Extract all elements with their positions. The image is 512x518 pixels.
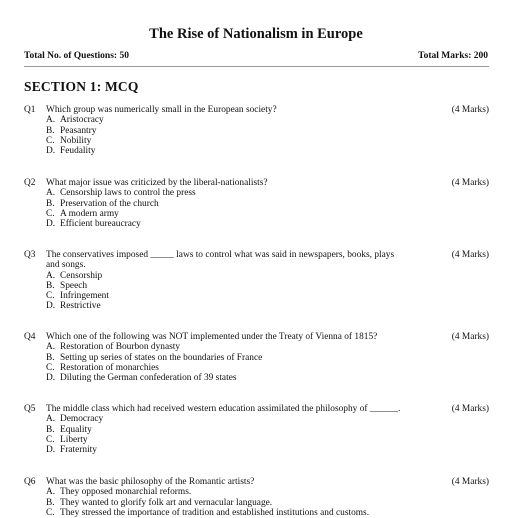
answer-option [46, 373, 262, 383]
option-letter: A. [46, 270, 56, 281]
question-text: The conservatives imposed _____ laws to control what was said in newspapers, books, plays and songs. [46, 250, 395, 271]
option-text: Nobility [60, 135, 92, 146]
header-divider [24, 66, 489, 67]
document-title: The Rise of Nationalism in Europe [149, 26, 363, 42]
question-text: Which one of the following was NOT implemented under the Treaty of Vienna of 1815? [46, 332, 378, 342]
answer-option [46, 425, 103, 435]
option-text: Restoration of monarchies [60, 362, 159, 373]
total-questions-label: Total No. of Questions: 50 [24, 51, 129, 61]
question-marks: (4 Marks) [451, 477, 489, 487]
option-text: They stressed the importance of tradition and established institutions and customs. [60, 507, 370, 518]
option-list [46, 342, 262, 383]
question-number: Q2 [24, 178, 36, 188]
answer-option [46, 301, 109, 311]
answer-option [46, 487, 369, 497]
option-list [46, 188, 196, 229]
option-letter: B. [46, 198, 55, 209]
option-text: Feudality [60, 146, 96, 157]
option-list [46, 414, 103, 455]
option-text: A modern army [60, 208, 119, 219]
option-letter: B. [46, 424, 55, 435]
option-text: Peasantry [60, 125, 97, 136]
option-text: Censorship [60, 270, 103, 281]
answer-option [46, 281, 109, 291]
option-text: Setting up series of states on the boundaries of France [60, 352, 263, 363]
question-number: Q6 [24, 477, 36, 487]
answer-option [46, 209, 196, 219]
option-letter: C. [46, 507, 55, 518]
option-letter: A. [46, 342, 56, 353]
option-text: Democracy [60, 414, 104, 425]
option-letter: B. [46, 352, 55, 363]
answer-option [46, 136, 104, 146]
answer-option [46, 445, 103, 455]
option-letter: D. [46, 445, 56, 456]
answer-option [46, 199, 196, 209]
option-letter: C. [46, 434, 55, 445]
option-list [46, 487, 369, 518]
option-text: Restrictive [60, 301, 101, 312]
answer-option [46, 146, 104, 156]
option-letter: D. [46, 301, 56, 312]
answer-option [46, 508, 369, 518]
answer-option [46, 188, 196, 198]
answer-option [46, 353, 262, 363]
option-letter: D. [46, 373, 56, 384]
option-text: They wanted to glorify folk art and vernacular language. [60, 497, 273, 508]
answer-option [46, 115, 104, 125]
option-letter: B. [46, 280, 55, 291]
question-text: Which group was numerically small in the European society? [46, 105, 277, 115]
option-letter: D. [46, 146, 56, 157]
total-marks-label: Total Marks: 200 [418, 51, 488, 61]
option-text: Restoration of Bourbon dynasty [60, 342, 181, 353]
option-letter: A. [46, 115, 56, 126]
question-number: Q3 [24, 250, 36, 260]
option-list [46, 115, 104, 156]
question-marks: (4 Marks) [451, 105, 489, 115]
option-letter: B. [46, 125, 55, 136]
option-letter: A. [46, 414, 56, 425]
option-text: Equality [60, 424, 92, 435]
option-text: Efficient bureaucracy [60, 219, 141, 230]
answer-option [46, 363, 262, 373]
option-letter: C. [46, 208, 55, 219]
question-text: What major issue was criticized by the liberal-nationalists? [46, 178, 268, 188]
question-text: The middle class which had received western education assimilated the philosophy of ______. [46, 404, 401, 414]
option-text: Aristocracy [60, 115, 104, 126]
option-letter: A. [46, 487, 56, 498]
option-text: Speech [60, 280, 88, 291]
question-marks: (4 Marks) [451, 332, 489, 342]
option-letter: A. [46, 188, 56, 199]
question-number: Q4 [24, 332, 36, 342]
question-number: Q5 [24, 404, 36, 414]
answer-option [46, 219, 196, 229]
section-heading: SECTION 1: MCQ [24, 79, 139, 94]
option-text: Fraternity [60, 445, 97, 456]
option-text: Infringement [60, 291, 109, 302]
option-list [46, 271, 109, 312]
option-text: They opposed monarchial reforms. [60, 487, 192, 498]
question-text: What was the basic philosophy of the Romantic artists? [46, 477, 255, 487]
option-text: Liberty [60, 434, 88, 445]
answer-option [46, 271, 109, 281]
option-letter: D. [46, 219, 56, 230]
option-letter: C. [46, 135, 55, 146]
option-letter: B. [46, 497, 55, 508]
answer-option [46, 291, 109, 301]
question-marks: (4 Marks) [451, 178, 489, 188]
option-text: Censorship laws to control the press [60, 188, 196, 199]
option-text: Diluting the German confederation of 39 states [60, 373, 237, 384]
question-marks: (4 Marks) [451, 250, 489, 260]
question-marks: (4 Marks) [451, 404, 489, 414]
answer-option [46, 435, 103, 445]
answer-option [46, 342, 262, 352]
option-letter: C. [46, 362, 55, 373]
question-number: Q1 [24, 105, 36, 115]
answer-option [46, 414, 103, 424]
option-letter: C. [46, 291, 55, 302]
answer-option [46, 126, 104, 136]
option-text: Preservation of the church [60, 198, 159, 209]
answer-option [46, 498, 369, 508]
